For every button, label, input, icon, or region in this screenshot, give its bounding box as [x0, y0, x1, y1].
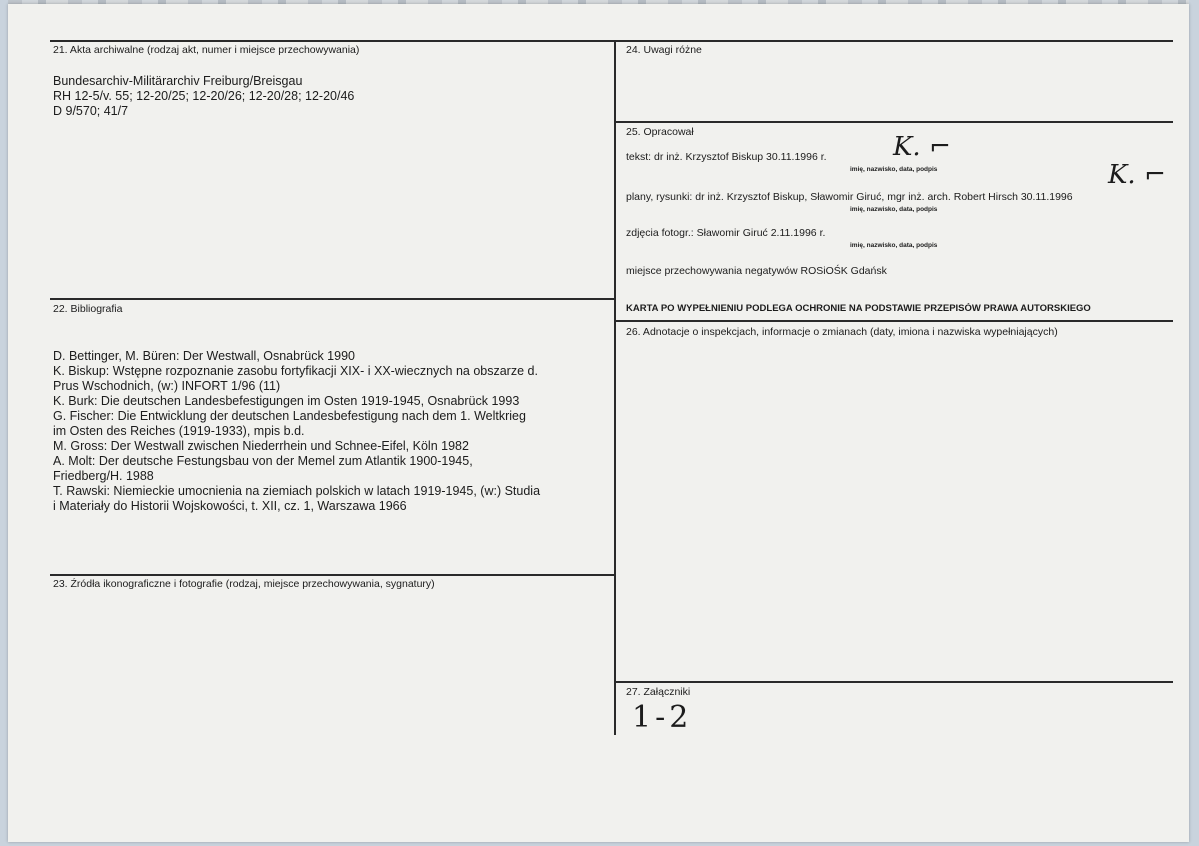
s25-plany: plany, rysunki: dr inż. Krzysztof Biskup, Sławomir Giruć, mgr inż. arch. Robert Hirsch 30.11.1996 — [626, 191, 1073, 203]
line-s25-top — [614, 121, 1173, 123]
s25-zdjecia: zdjęcia fotogr.: Sławomir Giruć 2.11.1996 r. — [626, 227, 826, 239]
s25-caption-1: imię, nazwisko, data, podpis — [850, 166, 938, 173]
s26-label: 26. Adnotacje o inspekcjach, informacje o zmianach (daty, imiona i nazwiska wypełniających) — [626, 326, 1058, 338]
s22-bibliography — [53, 334, 613, 529]
s25-negatywy: miejsce przechowywania negatywów ROSiOŚK Gdańsk — [626, 265, 887, 277]
bib-entry: T. Rawski: Niemieckie umocnienia na ziemiach polskich w latach 1919-1945, (w:) Studia — [53, 484, 541, 498]
signature-plany: K. ⌐ — [1108, 160, 1166, 190]
bib-entry: D. Bettinger, M. Büren: Der Westwall, Osnabrück 1990 — [53, 349, 355, 363]
s24-label: 24. Uwagi różne — [626, 44, 702, 56]
s22-label: 22. Bibliografia — [53, 303, 123, 315]
line-top — [50, 40, 1173, 42]
bib-entry: M. Gross: Der Westwall zwischen Niederrhein und Schnee-Eifel, Köln 1982 — [53, 439, 469, 453]
s25-caption-3: imię, nazwisko, data, podpis — [850, 242, 938, 249]
bib-entry: K. Burk: Die deutschen Landesbefestigungen im Osten 1919-1945, Osnabrück 1993 — [53, 394, 520, 408]
line-s23-top — [50, 574, 616, 576]
bib-entry: A. Molt: Der deutsche Festungsbau von der Memel zum Atlantik 1900-1945, — [53, 454, 473, 468]
signature-tekst: K. ⌐ — [893, 132, 951, 162]
s25-tekst: tekst: dr inż. Krzysztof Biskup 30.11.1996 r. — [626, 151, 827, 163]
s27-handwritten-count: 1-2 — [632, 700, 693, 735]
bib-entry: G. Fischer: Die Entwicklung der deutschen Landesbefestigung nach dem 1. Weltkrieg — [53, 409, 526, 423]
s25-caption-2: imię, nazwisko, data, podpis — [850, 206, 938, 213]
line-s21-bottom — [50, 298, 616, 300]
bib-entry: K. Biskup: Wstępne rozpoznanie zasobu fortyfikacji XIX- i XX-wiecznych na obszarze d. — [53, 364, 538, 378]
bib-entry: i Materiały do Historii Wojskowości, t. XII, cz. 1, Warszawa 1966 — [53, 499, 407, 513]
bib-entry: Prus Wschodnich, (w:) INFORT 1/96 (11) — [53, 379, 281, 393]
bib-entry: im Osten des Reiches (1919-1933), mpis b.d. — [53, 424, 305, 438]
bib-entry: Friedberg/H. 1988 — [53, 469, 154, 483]
s21-line-1: Bundesarchiv-Militärarchiv Freiburg/Breisgau — [53, 74, 303, 88]
s21-label: 21. Akta archiwalne (rodzaj akt, numer i miejsce przechowywania) — [53, 44, 360, 56]
copyright-notice: KARTA PO WYPEŁNIENIU PODLEGA OCHRONIE NA PODSTAWIE PRZEPISÓW PRAWA AUTORSKIEGO — [626, 303, 1091, 314]
s21-line-3: D 9/570; 41/7 — [53, 104, 129, 118]
line-vertical-divider — [614, 40, 616, 735]
line-s27-top — [614, 681, 1173, 683]
s25-label: 25. Opracował — [626, 126, 694, 138]
line-s26-top — [614, 320, 1173, 322]
s27-label: 27. Załączniki — [626, 686, 691, 698]
s23-label: 23. Źródła ikonograficzne i fotografie (rodzaj, miejsce przechowywania, sygnatury) — [53, 578, 435, 590]
s21-line-2: RH 12-5/v. 55; 12-20/25; 12-20/26; 12-20/28; 12-20/46 — [53, 89, 355, 103]
